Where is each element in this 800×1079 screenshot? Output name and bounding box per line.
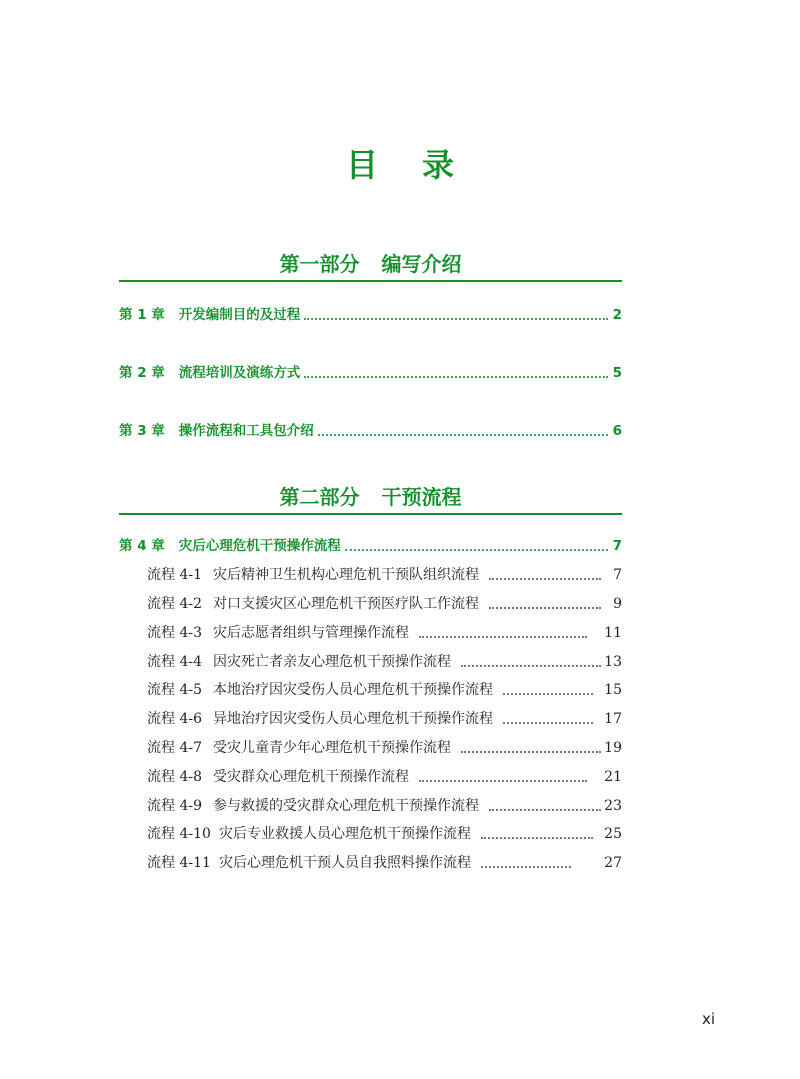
page-number: 5 bbox=[612, 365, 622, 381]
leader-dots bbox=[345, 548, 608, 551]
page-number: 21 bbox=[604, 769, 622, 785]
leader-dots bbox=[489, 808, 601, 811]
part-title: 编写介绍 bbox=[381, 252, 462, 276]
flow-title: 本地治疗因灾受伤人员心理危机干预操作流程 bbox=[213, 682, 493, 698]
flow-title: 参与救援的受灾群众心理危机干预操作流程 bbox=[213, 798, 479, 814]
page-number: 13 bbox=[604, 654, 622, 670]
flow-title: 因灾死亡者亲友心理危机干预操作流程 bbox=[213, 654, 451, 670]
leader-dots bbox=[503, 692, 593, 695]
leader-dots bbox=[489, 606, 601, 609]
page-number: 19 bbox=[604, 740, 622, 756]
leader-dots bbox=[461, 664, 601, 667]
leader-dots bbox=[489, 577, 601, 580]
page-number: 7 bbox=[613, 567, 622, 583]
flow-number: 流程 4-1 bbox=[147, 567, 202, 583]
part-title: 干预流程 bbox=[381, 485, 462, 509]
leader-dots bbox=[503, 721, 593, 724]
flow-number: 流程 4-3 bbox=[147, 625, 202, 641]
toc-entry-flow-4-2[interactable] bbox=[147, 593, 622, 615]
toc-entry-flow-4-8[interactable] bbox=[147, 766, 622, 788]
flow-title: 受灾儿童青少年心理危机干预操作流程 bbox=[213, 740, 451, 756]
flow-number: 流程 4-10 bbox=[147, 826, 211, 842]
flow-number: 流程 4-2 bbox=[147, 596, 202, 612]
flow-title: 灾后心理危机干预人员自我照料操作流程 bbox=[219, 855, 471, 871]
chapter-title: 操作流程和工具包介绍 bbox=[178, 423, 314, 439]
flow-title: 受灾群众心理危机干预操作流程 bbox=[213, 769, 409, 785]
flow-number: 流程 4-7 bbox=[147, 740, 202, 756]
page-number: 15 bbox=[604, 682, 622, 698]
toc-entry-flow-4-7[interactable] bbox=[147, 737, 622, 759]
chapter-number: 第 1 章 bbox=[119, 307, 165, 323]
page-number: 25 bbox=[604, 826, 622, 842]
toc-entry-flow-4-5[interactable] bbox=[147, 679, 622, 701]
chapter-title: 流程培训及演练方式 bbox=[178, 365, 301, 381]
page-number: 17 bbox=[604, 711, 622, 727]
page-number: 2 bbox=[612, 307, 622, 323]
toc-entry-flow-4-9[interactable] bbox=[147, 795, 622, 817]
page-number: 9 bbox=[613, 596, 622, 612]
leader-dots bbox=[318, 433, 608, 436]
toc-entry-chapter-4[interactable] bbox=[119, 535, 622, 557]
flow-number: 流程 4-9 bbox=[147, 798, 202, 814]
toc-entry-flow-4-4[interactable] bbox=[147, 651, 622, 673]
leader-dots bbox=[419, 779, 587, 782]
flow-title: 异地治疗因灾受伤人员心理危机干预操作流程 bbox=[213, 711, 493, 727]
page-folio: xi bbox=[702, 1010, 716, 1028]
toc-entry-chapter-1[interactable] bbox=[119, 304, 622, 326]
page-number: 11 bbox=[604, 625, 622, 641]
page-number: 23 bbox=[604, 798, 622, 814]
chapter-number: 第 3 章 bbox=[119, 423, 165, 439]
toc-entry-flow-4-1[interactable] bbox=[147, 564, 622, 586]
flow-title: 对口支援灾区心理危机干预医疗队工作流程 bbox=[213, 596, 479, 612]
chapter-title: 开发编制目的及过程 bbox=[178, 307, 301, 323]
toc-entry-flow-4-10[interactable] bbox=[147, 823, 622, 845]
flow-title: 灾后精神卫生机构心理危机干预队组织流程 bbox=[213, 567, 479, 583]
part-heading-1 bbox=[119, 248, 622, 282]
leader-dots bbox=[481, 865, 571, 868]
chapter-number: 第 2 章 bbox=[119, 365, 165, 381]
page-number: 7 bbox=[612, 538, 622, 554]
leader-dots bbox=[304, 317, 608, 320]
leader-dots bbox=[304, 375, 608, 378]
toc-entry-chapter-2[interactable] bbox=[119, 362, 622, 384]
leader-dots bbox=[419, 635, 587, 638]
leader-dots bbox=[461, 750, 601, 753]
toc-entry-chapter-3[interactable] bbox=[119, 420, 622, 442]
flow-number: 流程 4-11 bbox=[147, 855, 211, 871]
flow-number: 流程 4-5 bbox=[147, 682, 202, 698]
flow-number: 流程 4-8 bbox=[147, 769, 202, 785]
flow-number: 流程 4-6 bbox=[147, 711, 202, 727]
page-number: 27 bbox=[604, 855, 622, 871]
part-heading-2 bbox=[119, 481, 622, 515]
part-number: 第二部分 bbox=[279, 485, 360, 509]
part-number: 第一部分 bbox=[279, 252, 360, 276]
chapter-title: 灾后心理危机干预操作流程 bbox=[178, 538, 341, 554]
page-number: 6 bbox=[612, 423, 622, 439]
chapter-number: 第 4 章 bbox=[119, 538, 165, 554]
flow-title: 灾后志愿者组织与管理操作流程 bbox=[213, 625, 409, 641]
leader-dots bbox=[481, 836, 593, 839]
page-title: 目录 bbox=[345, 146, 498, 184]
toc-entry-flow-4-11[interactable] bbox=[147, 852, 622, 874]
toc-entry-flow-4-6[interactable] bbox=[147, 708, 622, 730]
flow-title: 灾后专业救援人员心理危机干预操作流程 bbox=[219, 826, 471, 842]
flow-number: 流程 4-4 bbox=[147, 654, 202, 670]
toc-entry-flow-4-3[interactable] bbox=[147, 622, 622, 644]
